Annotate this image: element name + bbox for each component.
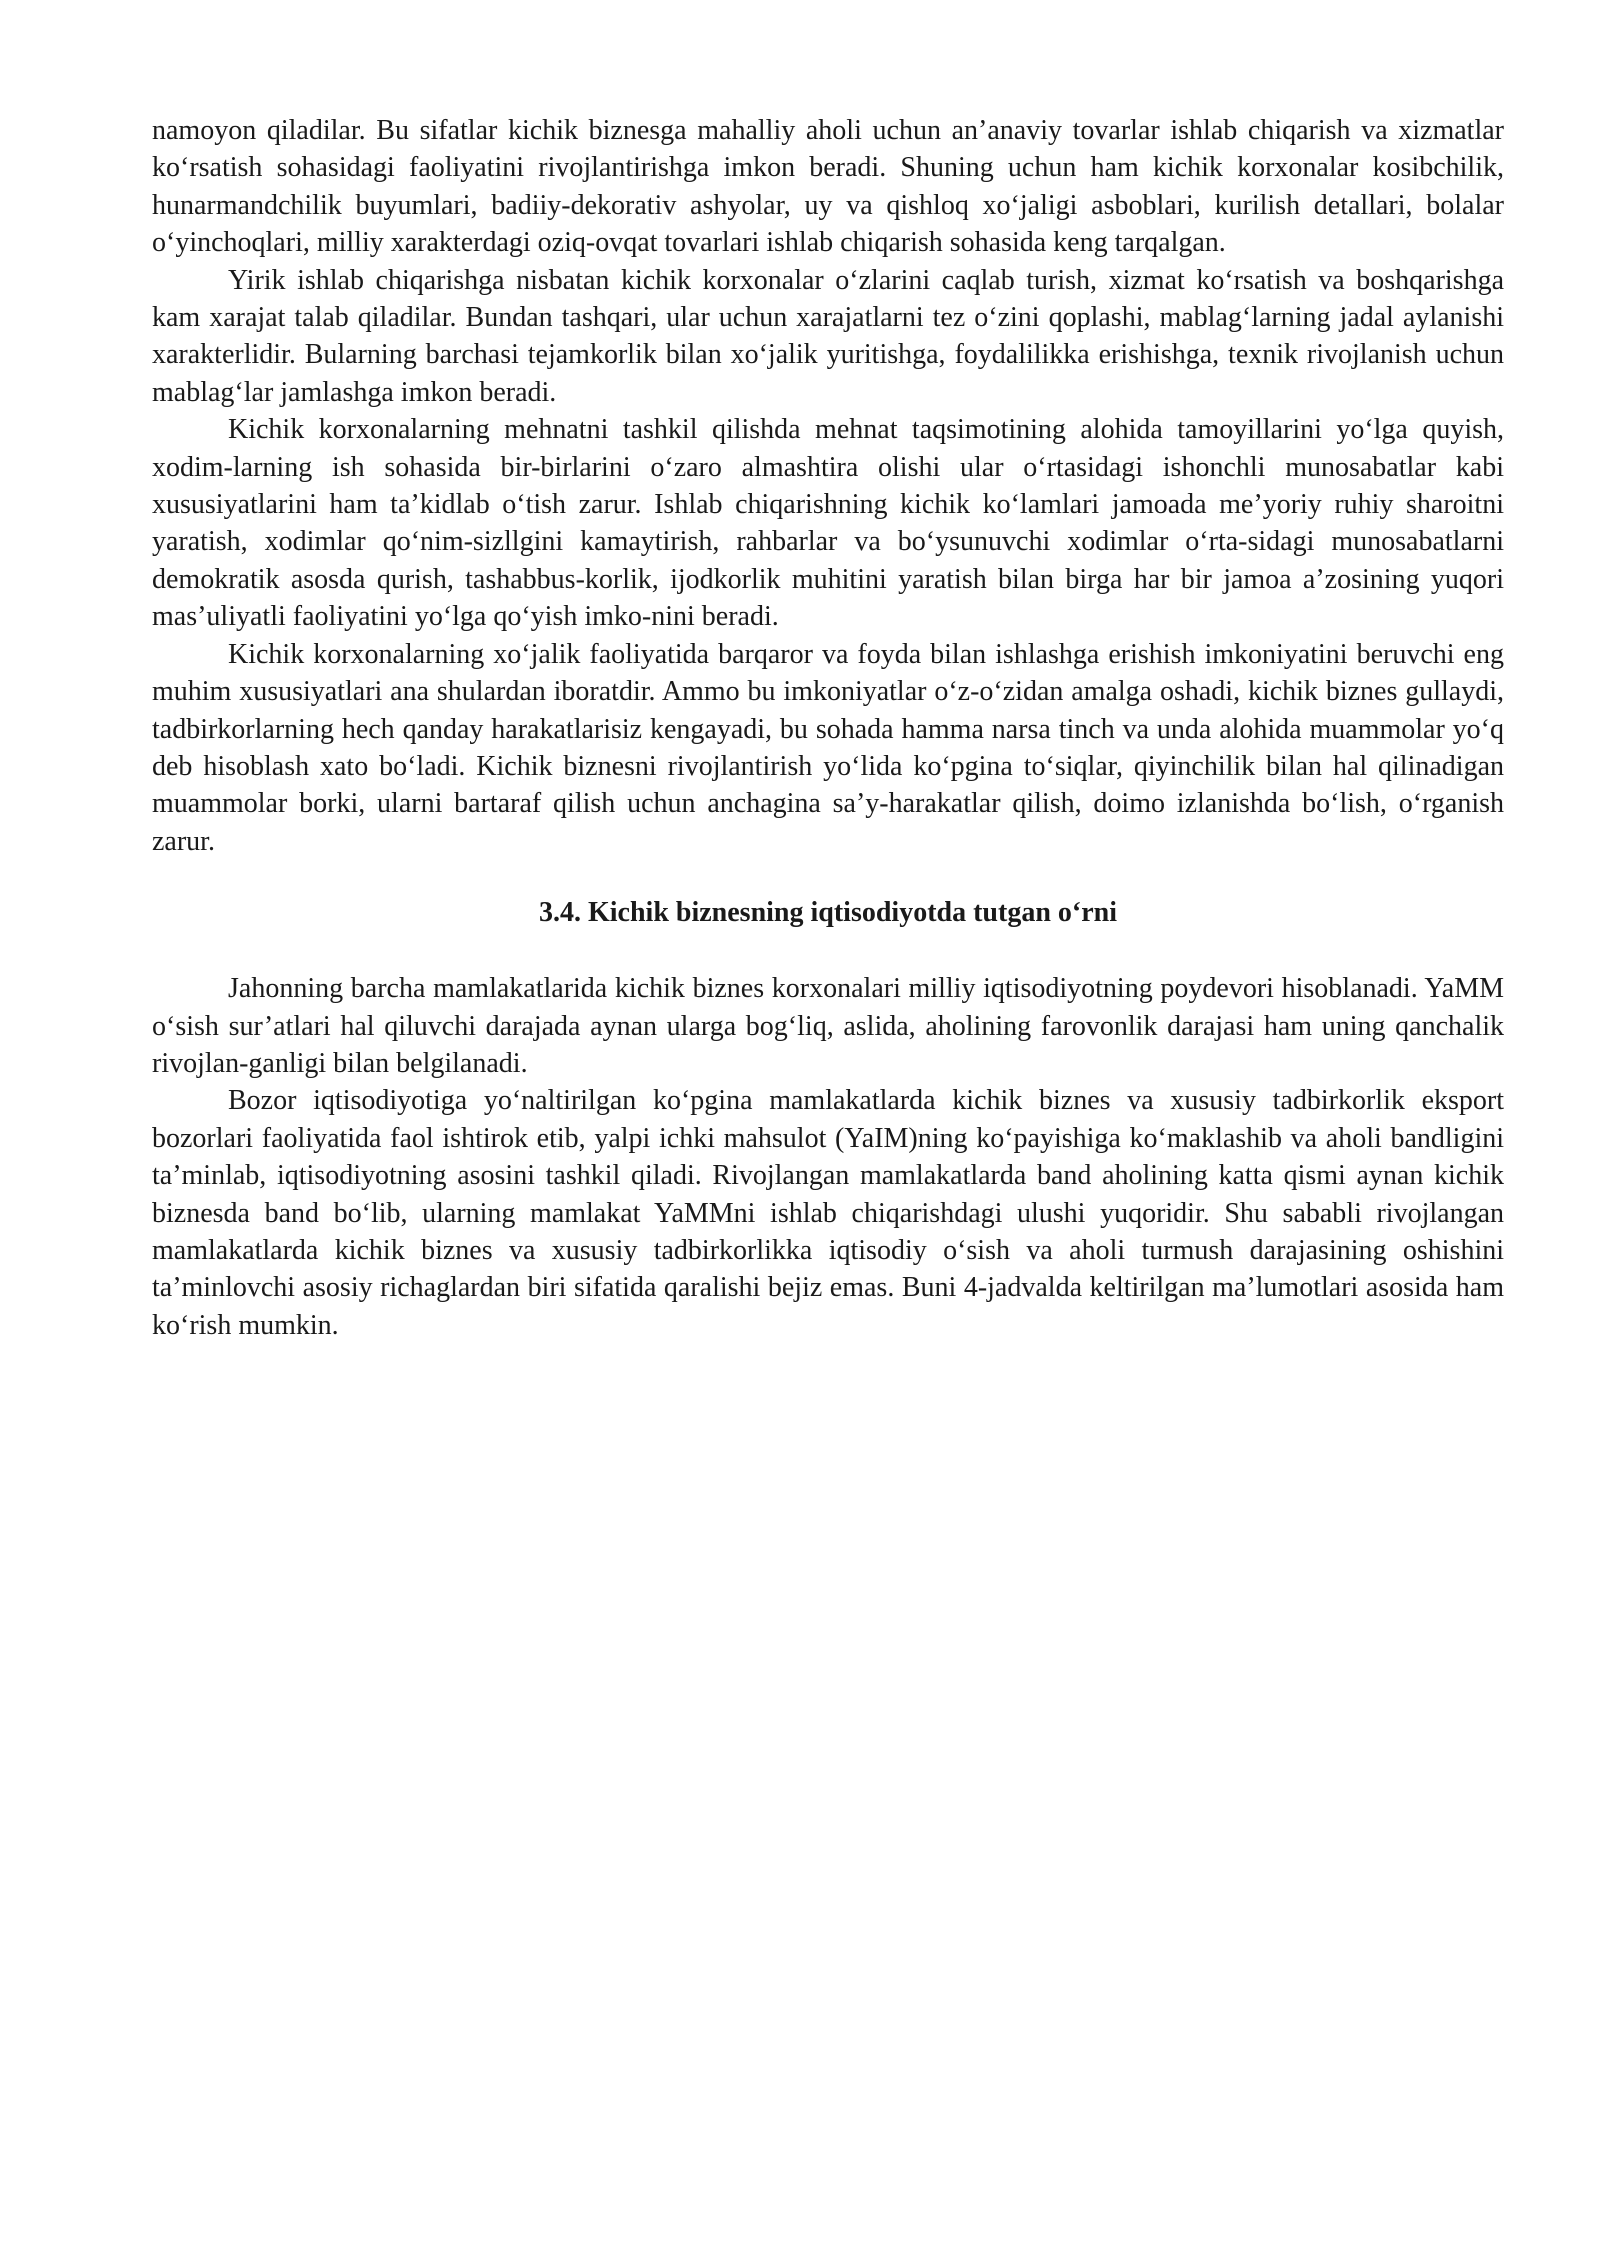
document-page [152, 112, 1504, 1344]
paragraph: Bozor iqtisodiyotiga yo‘naltirilgan ko‘pgina mamlakatlarda kichik biznes va xususiy tadbirkorlik eksport bozorlari faoliyatida faol ishtirok etib, yalpi ichki mahsulot (YaIM)ning ko‘payishiga ko‘maklashib va aholi bandligini ta’minlab, iqtisodiyotning asosini tashkil qiladi. Rivojlangan mamlakatlarda band aholining katta qismi aynan kichik biznesda band bo‘lib, ularning mamlakat YaMMni ishlab chiqarishdagi ulushi yuqoridir. Shu sababli rivojlangan mamlakatlarda kichik biznes va xususiy tadbirkorlikka iqtisodiy o‘sish va aholi turmush darajasining oshishini ta’minlovchi asosiy richaglardan biri sifatida qaralishi bejiz emas. Buni 4-jadvalda keltirilgan ma’lumotlari asosida ham ko‘rish mumkin. [152, 1085, 1504, 1341]
paragraph-continued: namoyon qiladilar. Bu sifatlar kichik biznesga mahalliy aholi uchun an’anaviy tovarlar ishlab chiqarish va xizmatlar ko‘rsatish sohasidagi faoliyatini rivojlantirishga imkon beradi. Shuning uchun ham kichik korxonalar kosibchilik, hunarmandchilik buyumlari, badiiy-dekorativ ashyolar, uy va qishloq xo‘jaligi asboblari, kurilish detallari, bolalar o‘yinchoqlari, milliy xarakterdagi oziq-ovqat tovarlari ishlab chiqarish sohasida keng tarqalgan. [152, 115, 1504, 259]
paragraph: Yirik ishlab chiqarishga nisbatan kichik korxonalar o‘zlarini caqlab turish, xizmat ko‘rsatish va boshqarishga kam xarajat talab qiladilar. Bundan tashqari, ular uchun xarajatlarni tez o‘zini qoplashi, mablag‘larning jadal aylanishi xarakterlidir. Bularning barchasi tejamkorlik bilan xo‘jalik yuritishga, foydalilikka erishishga, texnik rivojlanish uchun mablag‘lar jamlashga imkon beradi. [152, 264, 1504, 408]
paragraph: Kichik korxonalarning mehnatni tashkil qilishda mehnat taqsimotining alohida tamoyillarini yo‘lga quyish, xodim-larning ish sohasida bir-birlarini o‘zaro almashtira olishi ular o‘rtasidagi ishonchli munosabatlar kabi xususiyatlarini ham ta’kidlab o‘tish zarur. Ishlab chiqarishning kichik ko‘lamlari jamoada me’yoriy ruhiy sharoitni yaratish, xodimlar qo‘nim-sizllgini kamaytirish, rahbarlar va bo‘ysunuvchi xodimlar o‘rta-sidagi munosabatlarni demokratik asosda qurish, tashabbus-korlik, ijodkorlik muhitini yaratish bilan birga har bir jamoa a’zosining yuqori mas’uliyatli faoliyatini yo‘lga qo‘yish imko-nini beradi. [152, 414, 1504, 633]
paragraph: Kichik korxonalarning xo‘jalik faoliyatida barqaror va foyda bilan ishlashga erishish imkoniyatini beruvchi eng muhim xususiyatlari ana shulardan iboratdir. Ammo bu imkoniyatlar o‘z-o‘zidan amalga oshadi, kichik biznes gullaydi, tadbirkorlarning hech qanday harakatlarisiz kengayadi, bu sohada hamma narsa tinch va unda alohida muammolar yo‘q deb hisoblash xato bo‘ladi. Kichik biznesni rivojlantirish yo‘lida ko‘pgina to‘siqlar, qiyinchilik bilan hal qilinadigan muammolar borki, ularni bartaraf qilish uchun anchagina sa’y-harakatlar qilish, doimo izlanishda bo‘lish, o‘rganish zarur. [152, 638, 1504, 857]
paragraph: Jahonning barcha mamlakatlarida kichik biznes korxonalari milliy iqtisodiyotning poydevori hisoblanadi. YaMM o‘sish sur’atlari hal qiluvchi darajada aynan ularga bog‘liq, aslida, aholining farovonlik darajasi ham uning qanchalik rivojlan-ganligi bilan belgilanadi. [152, 973, 1504, 1079]
section-heading: 3.4. Kichik biznesning iqtisodiyotda tutgan o‘rni [538, 897, 1117, 929]
